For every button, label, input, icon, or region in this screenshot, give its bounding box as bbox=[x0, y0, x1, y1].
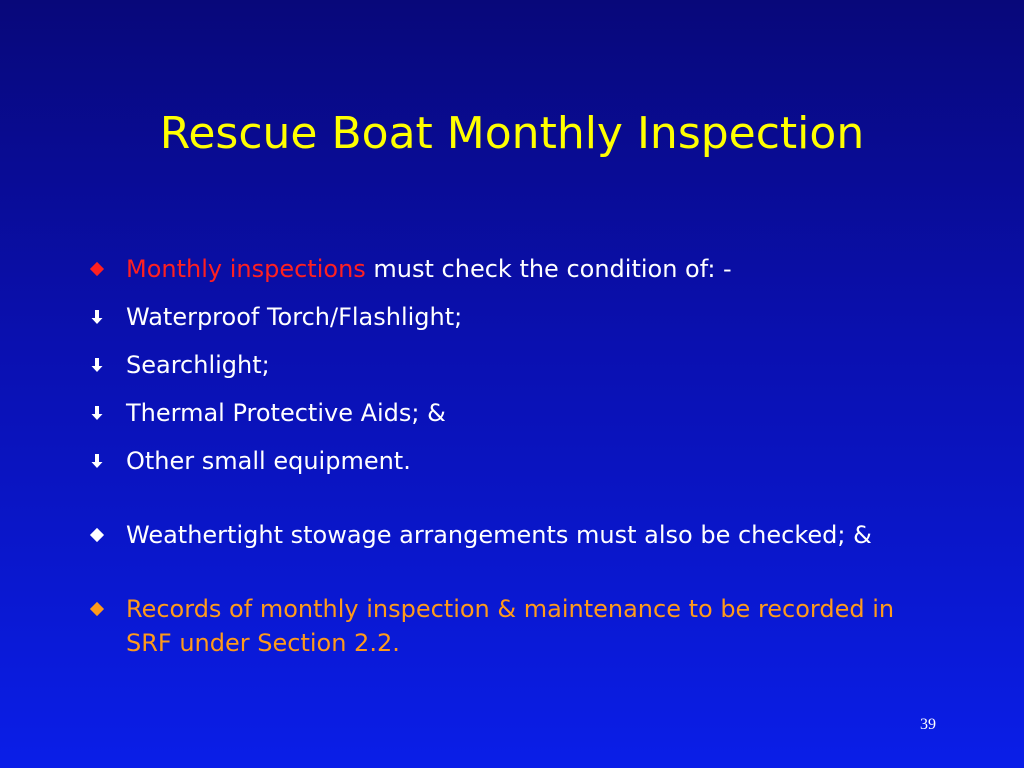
bullet-text: must check the condition of: - bbox=[365, 255, 732, 283]
down-arrow-icon bbox=[88, 348, 114, 382]
bullet-text: Weathertight stowage arrangements must also be checked; & bbox=[126, 521, 872, 549]
bullet-text: Other small equipment. bbox=[126, 447, 411, 475]
highlight-text: Monthly inspections bbox=[126, 255, 366, 283]
page-number: 39 bbox=[920, 716, 936, 733]
bullet-item bbox=[88, 592, 908, 660]
bullet-text: Records of monthly inspection & maintenance to be recorded in SRF under Section 2.2. bbox=[126, 595, 895, 657]
down-arrow-icon bbox=[88, 300, 114, 334]
bullet-list bbox=[88, 252, 908, 660]
down-arrow-icon bbox=[88, 396, 114, 430]
down-arrow-icon bbox=[88, 444, 114, 478]
diamond-icon bbox=[88, 252, 114, 286]
diamond-icon bbox=[88, 592, 114, 626]
bullet-item bbox=[88, 252, 908, 286]
slide-title: Rescue Boat Monthly Inspection bbox=[159, 108, 865, 159]
sub-bullet-item bbox=[88, 300, 908, 334]
sub-bullet-item bbox=[88, 444, 908, 478]
sub-bullet-item bbox=[88, 348, 908, 382]
bullet-text: Thermal Protective Aids; & bbox=[126, 399, 446, 427]
bullet-text: Waterproof Torch/Flashlight; bbox=[126, 303, 463, 331]
bullet-item bbox=[88, 518, 908, 552]
sub-bullet-item bbox=[88, 396, 908, 430]
diamond-icon bbox=[88, 518, 114, 552]
bullet-text: Searchlight; bbox=[126, 351, 270, 379]
